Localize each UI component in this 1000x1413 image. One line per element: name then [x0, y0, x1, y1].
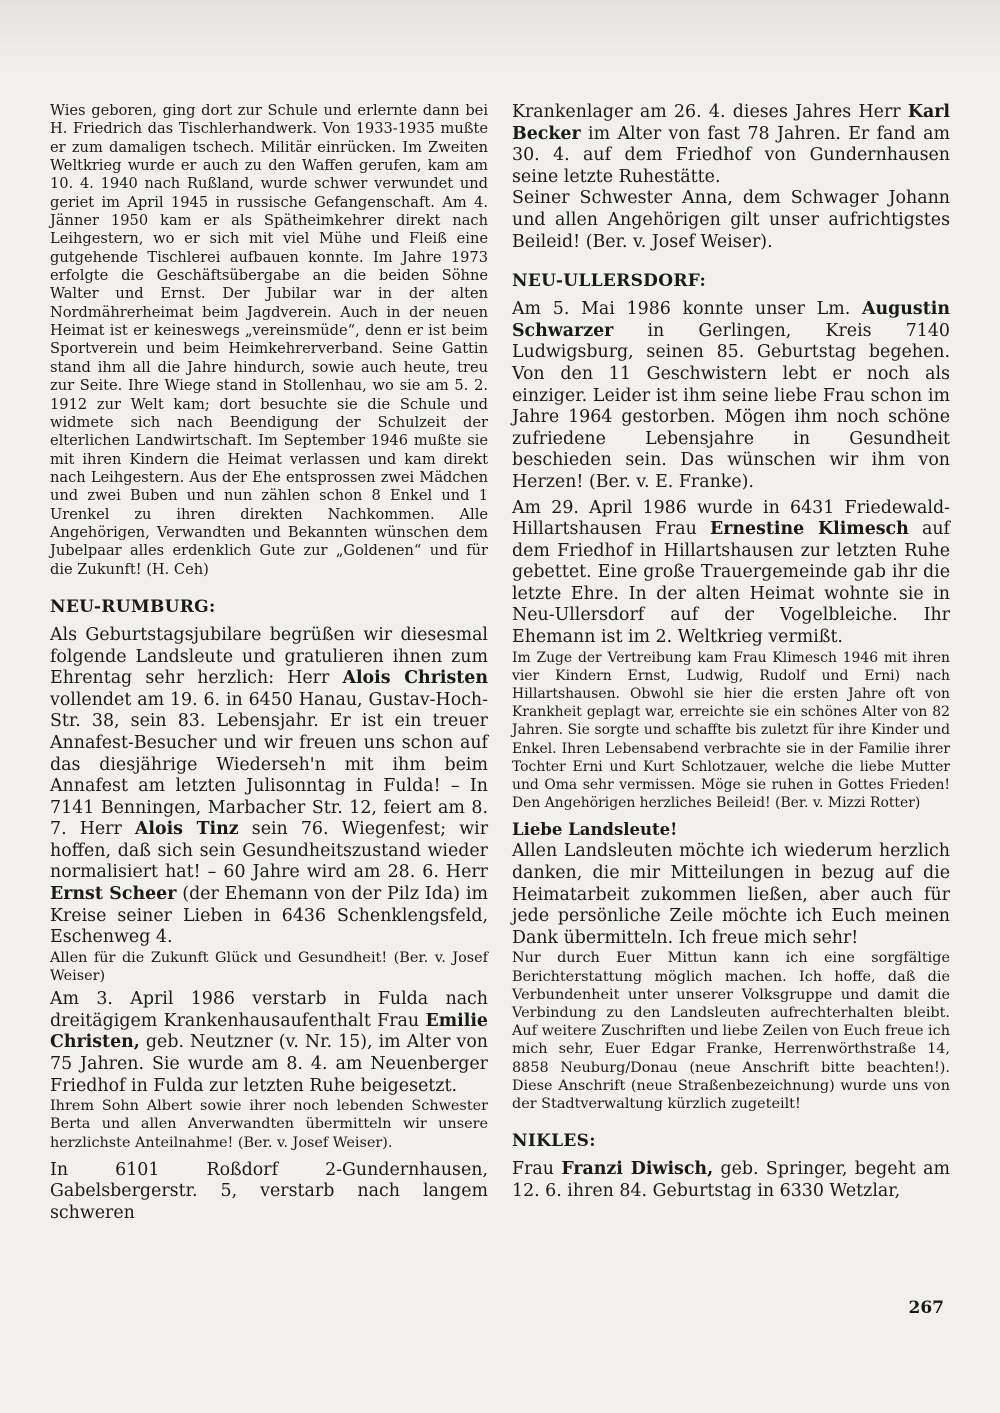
name-alois-tinz: Alois Tinz	[134, 819, 239, 840]
heading-neu-rumburg: NEU-RUMBURG:	[50, 596, 216, 617]
heading-nikles: NIKLES:	[512, 1131, 596, 1152]
article-text-klimesch-life: Im Zuge der Vertreibung kam Frau Klimesch 1946 mit ihren vier Kindern Ernst, Ludwig, Rudolf und Erni) nach Hillartshausen. Obwohl sie hier die ersten Jahre oft von Krankheit geplagt war, erreichte sie ein schönes Alter von 82 Jahren. Sie sorgte und schaffte bis zuletzt für ihre Kinder und Enkel. Ihren Lebensabend verbrachte sie in der Familie ihrer Tochter Erni und Kurt Schlotzauer, welche die liebe Mutter und Oma sehr vermissen. Möge sie ruhen in Gottes Frieden! Den Angehörigen herzliches Beileid! (Ber. v. Mizzi Rotter)	[512, 649, 950, 812]
heading-neu-ullersdorf: NEU-ULLERSDORF:	[512, 271, 707, 292]
article-text-wishes: Allen für die Zukunft Glück und Gesundheit! (Ber. v. Josef Weiser)	[50, 949, 488, 985]
name-augustin-schwarzer: Augustin Schwarzer	[512, 299, 950, 341]
article-text-thanks: Allen Landsleuten möchte ich wiederum herzlich danken, die mir Mitteilungen in bezug auf die Heimatarbeit zukommen ließen, aber auch für jede persönliche Zeile möchte ich Euch meinen Dank übermitteln. Ich freue mich sehr!	[512, 841, 950, 948]
article-text-birthdays: Als Geburtstagsjubilare begrüßen wir diesesmal folgende Landsleute und gratulieren ihnen zum Ehrentag sehr herzlich: Herr Alois Christen vollendet am 19. 6. in 6450 Hanau, Gustav-Hoch-Str. 38, sein 83. Lebensjahr. Er ist ein treuer Annafest-Besucher und wir freuen uns schon auf das diesjährige Wiederseh'n mit ihm beim Annafest am letzten Julisonntag in Fulda! – In 7141 Benningen, Marbacher Str. 12, feiert am 8. 7. Herr Alois Tinz sein 76. Wiegenfest; wir hoffen, daß sich sein Gesundheitszustand wieder normalisiert hat! – 60 Jahre wird am 28. 6. Herr Ernst Scheer (der Ehemann von der Pilz Ida) im Kreise seiner Lieben in 6436 Schenklengsfeld, Eschenweg 4.	[50, 624, 489, 948]
name-ernestine-klimesch: Ernestine Klimesch	[709, 519, 909, 540]
article-text-klimesch: Am 29. April 1986 wurde in 6431 Friedewald-Hillartshausen Frau Ernestine Klimesch auf dem Friedhof in Hillartshausen zur letzten Ruhe gebettet. Eine große Trauergemeinde gab ihr die letzte Ehre. In der alten Heimat wohnte sie in Neu-Ullersdorf auf der Vogelbleiche. Ihr Ehemann ist im 2. Weltkrieg vermißt.	[512, 497, 950, 648]
name-emilie-christen: Emilie Christen,	[50, 1010, 488, 1053]
name-franzi-diwisch: Franzi Diwisch,	[561, 1159, 714, 1180]
heading-liebe-landsleute: Liebe Landsleute!	[512, 820, 678, 840]
article-text-becker: Krankenlager am 26. 4. dieses Jahres Herr Karl Becker im Alter von fast 78 Jahren. Er fand am 30. 4. auf dem Friedhof von Gundernhausen seine letzte Ruhestätte.	[512, 102, 950, 187]
left-column	[50, 102, 488, 1225]
article-text-franke-note: Nur durch Euer Mittun kann ich eine sorgfältige Berichterstattung möglich machen. Ich hoffe, daß die Verbundenheit unter unserer Volksgruppe und damit die Verbindung zu den Landsleuten aufrechterhalten bleibt. Auf weitere Zuschriften und liebe Zeilen von Euch freue ich mich sehr, Euer Edgar Franke, Herrenwörthstraße 14, 8858 Neuburg/Donau (neue Anschrift bitte beachten!). Diese Anschrift (neue Straßenbezeichnung) wurde uns von der Stadtverwaltung kürzlich zugeteilt!	[512, 950, 950, 1113]
name-karl-becker: Karl Becker	[512, 102, 950, 144]
name-alois-christen: Alois Christen	[342, 668, 488, 689]
article-text-leihgestern: Wies geboren, ging dort zur Schule und erlernte dann bei H. Friedrich das Tischlerhandwerk. Von 1933-1935 mußte er zum damaligen tschech. Militär einrücken. Im Zweiten Weltkrieg wurde er auch zu den Waffen gerufen, kam am 10. 4. 1940 nach Rußland, wurde schwer verwundet und geriet im April 1945 in russische Gefangenschaft. Am 4. Jänner 1950 kam er als Spätheimkehrer direkt nach Leihgestern, wo er sich mit viel Mühe und Fleiß eine gutgehende Tischlerei aufbauen konnte. Im Jahre 1973 erfolgte die Geschäftsübergabe an die beiden Söhne Walter und Ernst. Der Jubilar war in der alten Nordmährerheimat beim Jagdverein. Auch in der neuen Heimat ist er keineswegs „vereinsmüde“, denn er ist beim Sportverein und beim Heimkehrerverband. Seine Gattin stand ihm all die Jahre hindurch, sowie auch heute, treu zur Seite. Ihre Wiege stand in Stollenhau, wo sie am 5. 2. 1912 zur Welt kam; dort besuchte sie die Schule und widmete sich nach Beendigung der Schulzeit der elterlichen Landwirtschaft. Im September 1946 mußte sie mit ihren Kindern die Heimat verlassen und kam direkt nach Leihgestern. Aus der Ehe entsprossen zwei Mädchen und zwei Buben und nun zählen schon 8 Enkel und 1 Urenkel zu ihren direkten Nachkommen. Alle Angehörigen, Verwandten und Bekannten wünschen dem Jubelpaar alles erdenklich Gute zur „Goldenen“ und für die Zukunft! (H. Ceh)	[50, 102, 488, 578]
article-text-diwisch: Frau Franzi Diwisch, geb. Springer, begeht am 12. 6. ihren 84. Geburtstag in 6330 Wetzlar,	[512, 1159, 950, 1201]
article-text-condolence-becker: Seiner Schwester Anna, dem Schwager Johann und allen Angehörigen gilt unser aufrichtigstes Beileid! (Ber. v. Josef Weiser).	[512, 188, 950, 252]
article-text-condolence-christen: Ihrem Sohn Albert sowie ihrer noch lebenden Schwester Berta und allen Anverwandten übermitteln wir unsere herzlichste Anteilnahme! (Ber. v. Josef Weiser).	[50, 1098, 488, 1151]
scan-shadow	[0, 0, 1000, 70]
article-text-rossdorf: In 6101 Roßdorf 2-Gundernhausen, Gabelsbergerstr. 5, verstarb nach langem schweren	[50, 1159, 488, 1224]
page-number: 267	[908, 1298, 944, 1318]
article-text-schwarzer: Am 5. Mai 1986 konnte unser Lm. Augustin Schwarzer in Gerlingen, Kreis 7140 Ludwigsburg, seinen 85. Geburtstag begehen. Von den 11 Geschwistern lebt er noch als einziger. Leider ist ihm seine liebe Frau schon im Jahre 1964 gestorben. Mögen ihm noch schöne zufriedene Lebensjahre in Gesundheit beschieden sein. Das wünschen wir ihm von Herzen! (Ber. v. E. Franke).	[512, 299, 950, 492]
right-column	[512, 102, 950, 1202]
article-text-obituary-christen: Am 3. April 1986 verstarb in Fulda nach dreitägigem Krankenhausaufenthalt Frau Emilie Christen, geb. Neutzner (v. Nr. 15), im Alter von 75 Jahren. Sie wurde am 8. 4. am Neuenberger Friedhof in Fulda zur letzten Ruhe beigesetzt.	[50, 989, 488, 1096]
name-ernst-scheer: Ernst Scheer	[50, 884, 177, 905]
